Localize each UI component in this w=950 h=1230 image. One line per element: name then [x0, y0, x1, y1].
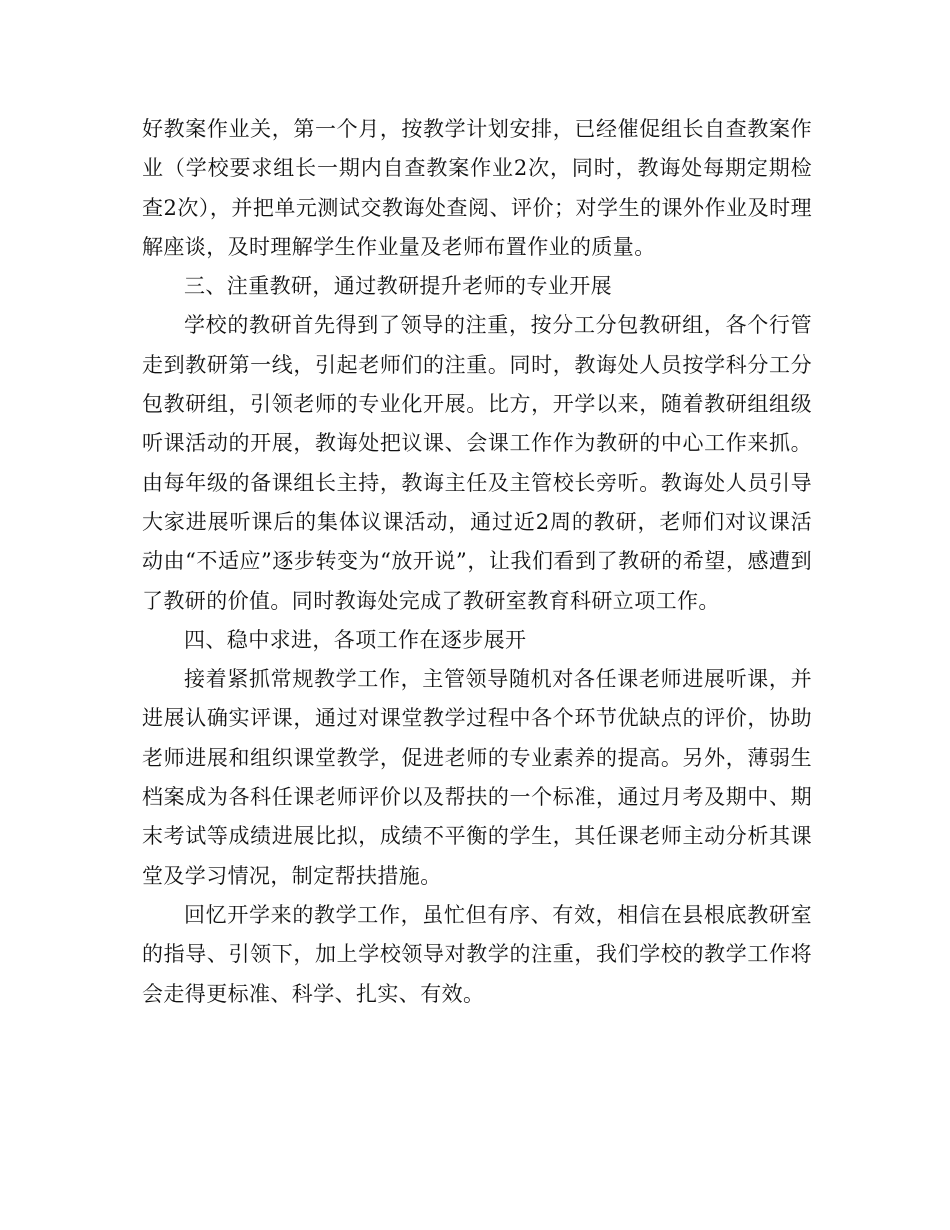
paragraph-teaching-research: 学校的教研首先得到了领导的注重，按分工分包教研组，各个行管走到教研第一线，引起老师们的注重。同时，教诲处人员按学科分工分包教研组，引领老师的专业化开展。比方，开学以来，随着教研组组级听课活动的开展，教诲处把议课、会课工作作为教研的中心工作来抓。由每年级的备课组长主持，教诲主任及主管校长旁听。教诲处人员引导大家进展听课后的集体议课活动，通过近2周的教研，老师们对议课活动由“不适应”逐步转变为“放开说”，让我们看到了教研的希望，感遭到了教研的价值。同时教诲处完成了教研室教育科研立项工作。: [142, 313, 812, 613]
paragraph-routine-teaching: 接着紧抓常规教学工作，主管领导随机对各任课老师进展听课，并进展认确实评课，通过对课堂教学过程中各个环节优缺点的评价，协助老师进展和组织课堂教学，促进老师的专业素养的提高。另外，薄弱生档案成为各科任课老师评价以及帮扶的一个标准，通过月考及期中、期末考试等成绩进展比拟，成绩不平衡的学生，其任课老师主动分析其课堂及学习情况，制定帮扶措施。: [142, 667, 812, 888]
section-heading-steady-progress: 四、稳中求进，各项工作在逐步展开: [184, 627, 527, 652]
section-heading-teaching-research: 三、注重教研，通过教研提升老师的专业开展: [184, 274, 612, 299]
document-body: [142, 110, 812, 1014]
paragraph-homework-check: 好教案作业关，第一个月，按教学计划安排，已经催促组长自查教案作业（学校要求组长一期内自查教案作业2次，同时，教诲处每期定期检查2次），并把单元测试交教诲处查阅、评价；对学生的课外作业及时理解座谈，及时理解学生作业量及老师布置作业的质量。: [142, 117, 812, 259]
paragraph-conclusion: 回忆开学来的教学工作，虽忙但有序、有效，相信在县根底教研室的指导、引领下，加上学校领导对教学的注重，我们学校的教学工作将会走得更标准、科学、扎实、有效。: [142, 902, 812, 1006]
